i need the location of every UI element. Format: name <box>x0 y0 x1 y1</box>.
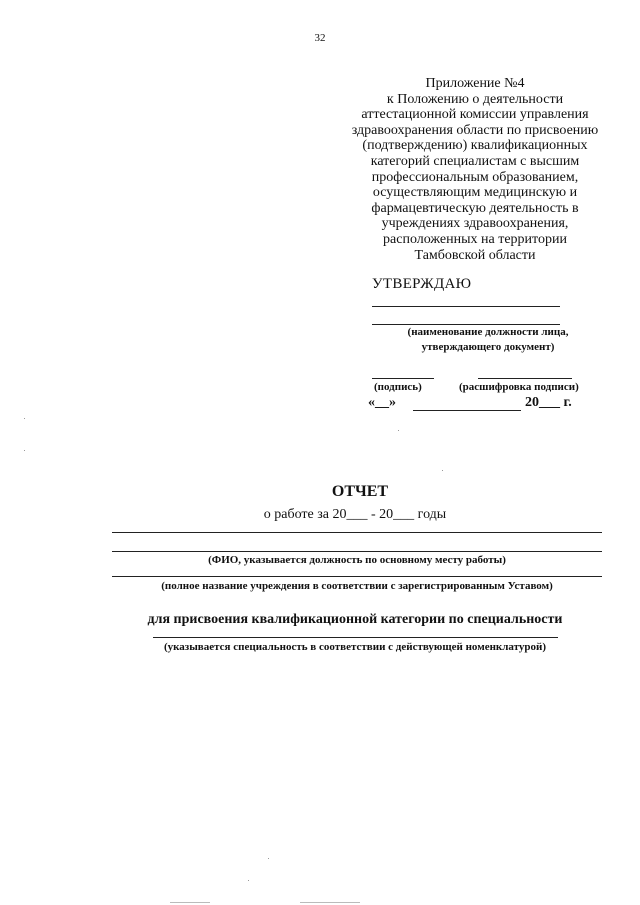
scan-edge <box>170 902 210 903</box>
appendix-line: учреждениях здравоохранения, <box>381 216 569 232</box>
date-month-line <box>413 410 521 411</box>
appendix-line: здравоохранения области по присвоению <box>351 122 599 138</box>
date-year: 20___ г. <box>525 395 572 410</box>
scan-speck <box>248 880 249 881</box>
approval-heading: УТВЕРЖДАЮ <box>372 276 472 292</box>
position-note-line: (наименование должности лица, <box>407 326 569 338</box>
scan-speck <box>24 450 25 451</box>
approver-position-line <box>372 324 560 325</box>
signature-label: (подпись) <box>374 381 422 393</box>
report-title: ОТЧЕТ <box>331 483 389 500</box>
purpose-text: для присвоения квалификационной категории по специальности <box>147 612 563 627</box>
institution-note: (полное название учреждения в соответствии с зарегистрированным Уставом) <box>161 580 553 592</box>
scan-speck <box>398 430 399 431</box>
scan-speck <box>268 858 269 859</box>
appendix-line: фармацевтическую деятельность в <box>371 200 579 216</box>
appendix-line: аттестационной комиссии управления <box>361 107 589 123</box>
position-note <box>372 326 604 353</box>
scan-speck <box>442 470 443 471</box>
approver-line <box>372 306 560 307</box>
position-note-line: утверждающего документ) <box>421 341 555 353</box>
appendix-line: Приложение №4 <box>425 76 525 91</box>
appendix-line: категорий специалистам с высшим <box>370 153 580 169</box>
signature-line <box>372 378 434 379</box>
fio-line <box>112 532 602 533</box>
appendix-line: Тамбовской области <box>414 247 536 263</box>
page-number: 32 <box>314 32 326 44</box>
signature-decoding-line <box>478 378 572 379</box>
scan-speck <box>24 418 25 419</box>
signature-decoding-label: (расшифровка подписи) <box>459 381 579 393</box>
specialty-line <box>153 637 558 638</box>
appendix-line: (подтверждению) квалификационных <box>362 138 588 154</box>
specialty-note: (указывается специальность в соответствии с действующей номенклатурой) <box>163 641 547 653</box>
date-day: «__» <box>368 395 396 410</box>
fio-note: (ФИО, указывается должность по основному месту работы) <box>208 554 506 566</box>
appendix-line: расположенных на территории <box>383 231 567 247</box>
scan-edge <box>300 902 360 903</box>
fio-line <box>112 551 602 552</box>
appendix-line: осуществляющим медицинскую и <box>372 185 578 201</box>
institution-line <box>112 576 602 577</box>
appendix-line: к Положению о деятельности <box>386 91 564 107</box>
report-subtitle: о работе за 20___ - 20___ годы <box>263 507 447 522</box>
appendix-line: профессиональным образованием, <box>371 169 579 185</box>
appendix-header <box>330 76 620 263</box>
